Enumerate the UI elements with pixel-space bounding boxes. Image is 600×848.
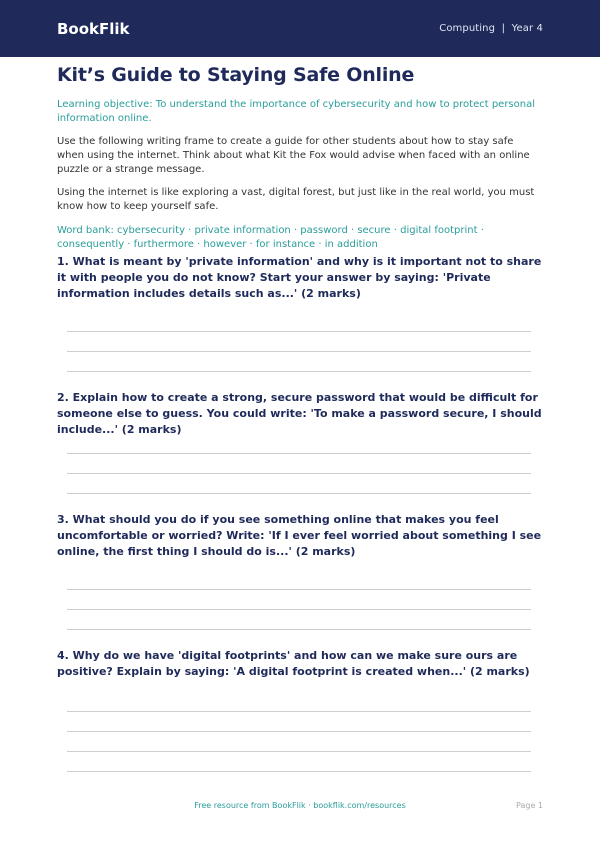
page-number: Page 1 [516,801,543,810]
answer-line[interactable] [67,493,531,494]
answer-line[interactable] [67,351,531,352]
brand-logo: BookFlik [57,19,130,38]
answer-line[interactable] [67,711,531,712]
answer-line[interactable] [67,331,531,332]
page-title: Kit’s Guide to Staying Safe Online [57,64,415,86]
subject-year [439,23,543,34]
answer-line[interactable] [67,453,531,454]
question-3: 3. What should you do if you see something online that makes you feel uncomfortable or worried? Write: 'If I ever feel worried about something I see online, the first thing I should do is...' (2 marks) [57,513,542,558]
answer-line[interactable] [67,771,531,772]
answer-line[interactable] [67,629,531,630]
word-bank: Word bank: cybersecurity · private information · password · secure · digital footprint · consequently · furthermore · however · for instance · in addition [57,225,484,250]
answer-line[interactable] [67,589,531,590]
subject-label: Computing [439,23,496,34]
answer-line[interactable] [67,609,531,610]
question-4: 4. Why do we have 'digital footprints' and how can we make sure ours are positive? Explain by saying: 'A digital footprint is created when...' (2 marks) [57,649,530,678]
footer-source: Free resource from BookFlik · bookflik.com/resources [194,801,406,810]
instructions-paragraph: Use the following writing frame to create a guide for other students about how to stay safe when using the internet. Think about what Kit the Fox would advise when faced with an online puzzle or a strange message. [57,136,530,175]
learning-objective: Learning objective: To understand the importance of cybersecurity and how to protect personal information online. [57,99,536,124]
intro-paragraph: Using the internet is like exploring a vast, digital forest, but just like in the real world, you must know how to keep yourself safe. [57,187,535,212]
answer-line[interactable] [67,751,531,752]
answer-line[interactable] [67,473,531,474]
question-2: 2. Explain how to create a strong, secure password that would be difficult for someone else to guess. You could write: 'To make a password secure, I should include...' (2 marks) [57,391,542,436]
page-header [0,0,600,57]
answer-line[interactable] [67,731,531,732]
year-label: Year 4 [511,23,543,34]
intro-section [57,98,543,252]
question-1: 1. What is meant by 'private information' and why is it important not to share it with people you do not know? Start your answer by saying: 'Private information includes details such as...' (2 marks) [57,255,542,300]
answer-line[interactable] [67,371,531,372]
meta-separator: | [501,23,506,34]
